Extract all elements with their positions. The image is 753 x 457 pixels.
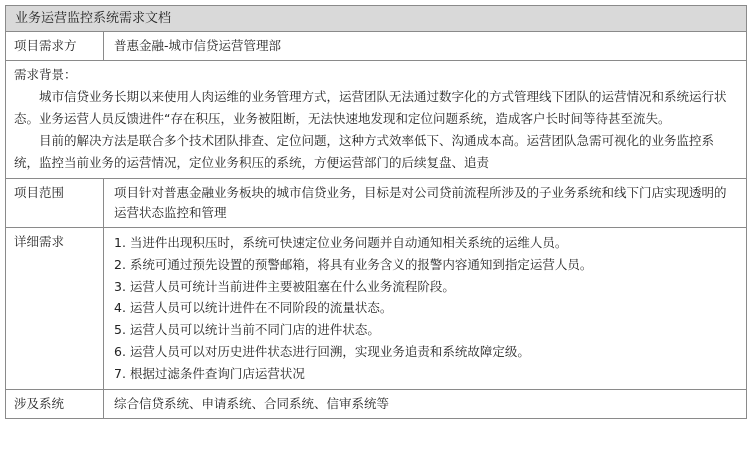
scope-value: 项目针对普惠金融业务板块的城市信贷业务，目标是对公司贷前流程所涉及的子业务系统和线下门店实现透明的运营状态监控和管理 xyxy=(114,185,727,220)
systems-label: 涉及系统 xyxy=(6,390,104,418)
details-row xyxy=(6,228,746,390)
details-label: 详细需求 xyxy=(6,228,104,389)
background-heading: 需求背景： xyxy=(14,67,77,82)
requester-value: 普惠金融-城市信贷运营管理部 xyxy=(114,38,282,53)
list-item: 6. 运营人员可以对历史进件状态进行回溯，实现业务追责和系统故障定级。 xyxy=(114,343,530,359)
scope-row xyxy=(6,179,746,228)
background-row xyxy=(6,61,746,179)
background-cell xyxy=(6,61,746,178)
list-item: 7. 根据过滤条件查询门店运营状况 xyxy=(114,365,305,381)
list-item: 5. 运营人员可以统计当前不同门店的进件状态。 xyxy=(114,322,380,338)
document-title: 业务运营监控系统需求文档 xyxy=(6,6,746,32)
scope-label: 项目范围 xyxy=(6,179,104,227)
details-list-cell xyxy=(104,228,746,389)
systems-row xyxy=(6,390,746,418)
background-paragraph-2: 目前的解决方法是联合多个技术团队排查、定位问题，这种方式效率低下、沟通成本高。运营团队急需可视化的业务监控系统，监控当前业务的运营情况，定位业务积压的系统，方便运营部门的后续复盘、追责 xyxy=(14,133,715,170)
list-item: 4. 运营人员可以统计进件在不同阶段的流量状态。 xyxy=(114,300,393,316)
requester-row xyxy=(6,32,746,61)
requirements-table xyxy=(5,5,747,419)
list-item: 2. 系统可通过预先设置的预警邮箱，将具有业务含义的报警内容通知到指定运营人员。 xyxy=(114,256,593,272)
list-item: 3. 运营人员可统计当前进件主要被阻塞在什么业务流程阶段。 xyxy=(114,278,455,294)
background-paragraph-1: 城市信贷业务长期以来使用人肉运维的业务管理方式，运营团队无法通过数字化的方式管理线下团队的运营情况和系统运行状态。业务运营人员反馈进件“存在积压，业务被阻断，无法快速地发现和定位问题系统，造成客户长时间等待甚至流失。 xyxy=(14,89,727,126)
requester-label: 项目需求方 xyxy=(6,32,104,60)
list-item: 1. 当进件出现积压时，系统可快速定位业务问题并自动通知相关系统的运维人员。 xyxy=(114,235,568,250)
details-list xyxy=(114,232,736,385)
systems-value: 综合信贷系统、申请系统、合同系统、信审系统等 xyxy=(114,395,390,411)
